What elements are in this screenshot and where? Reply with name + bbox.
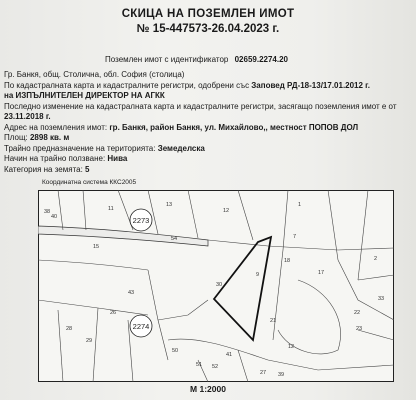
plot-number: 52: [212, 364, 219, 370]
detail-line: на ИЗПЪЛНИТЕЛЕН ДИРЕКТОР НА АГКК: [4, 91, 165, 100]
plot-number: 22: [354, 310, 361, 316]
cadastral-map: [38, 190, 394, 382]
detail-line: Трайно предназначение на територията: Земеделска: [4, 143, 205, 153]
plot-number: 43: [128, 290, 135, 296]
plot-number: 41: [226, 352, 233, 358]
detail-line: Адрес на поземления имот: гр. Банкя, район Банкя, ул. Михайлово,, местност ПОПОВ ДОЛ: [4, 122, 359, 132]
detail-line: Начин на трайно ползване: Нива: [4, 154, 128, 163]
map-scale: М 1:2000: [190, 384, 226, 394]
identifier-label: Поземлен имот с идентификатор: [105, 55, 229, 64]
plot-number: 11: [108, 206, 114, 212]
identifier-line: [105, 55, 288, 64]
plot-number: 17: [318, 270, 325, 276]
faded-header: [110, 0, 320, 6]
plot-number: 13: [166, 202, 173, 208]
detail-line: Последно изменение на кадастралната карта и кадастралните регистри, засягащо поземления имот е от: [4, 101, 397, 111]
plot-number: 51: [196, 362, 203, 368]
detail-line: По кадастралната карта и кадастралните регистри, одобрени със Заповед РД-18-13/17.01.2012 г.: [4, 80, 370, 90]
detail-line: Категория на земята: 5: [4, 164, 90, 174]
plot-number: 39: [278, 372, 285, 378]
detail-line: Гр. Банкя, общ. Столична, обл. София (столица): [4, 70, 185, 79]
plot-number: 15: [93, 244, 100, 250]
zone-label: 2273: [132, 216, 150, 225]
plot-number: 12: [223, 208, 230, 214]
plot-number: 27: [260, 370, 267, 376]
detail-line: 23.11.2018 г.: [4, 112, 51, 121]
coordinate-system-label: Координатна система ККС2005: [42, 179, 137, 186]
cadastral-map-drawing: [38, 190, 394, 382]
document-title: СКИЦА НА ПОЗЕМЛЕН ИМОТ: [121, 8, 295, 20]
zone-label: 2274: [132, 322, 150, 331]
plot-number: 23: [356, 326, 363, 332]
plot-number: 40: [51, 214, 58, 220]
plot-number: 26: [110, 310, 117, 316]
plot-number: 9: [256, 272, 260, 278]
plot-number: 1: [298, 202, 302, 208]
plot-number: 28: [66, 326, 73, 332]
document-number: № 15-447573-26.04.2023 г.: [136, 23, 280, 35]
plot-number: 29: [86, 338, 93, 344]
plot-number: 7: [293, 234, 297, 240]
plot-number: 2: [374, 256, 378, 262]
identifier-value: 02659.2274.20: [234, 55, 288, 64]
plot-number: 33: [378, 296, 385, 302]
plot-number: 30: [216, 282, 223, 288]
plot-number: 50: [172, 348, 179, 354]
plot-number: 21: [270, 318, 277, 324]
property-details: [4, 70, 416, 175]
detail-line: Площ: 2898 кв. м: [4, 133, 70, 142]
plot-number: 12: [288, 344, 295, 350]
plot-number: 18: [284, 258, 291, 264]
plot-number: 54: [171, 236, 178, 242]
plot-number: 38: [44, 209, 51, 215]
